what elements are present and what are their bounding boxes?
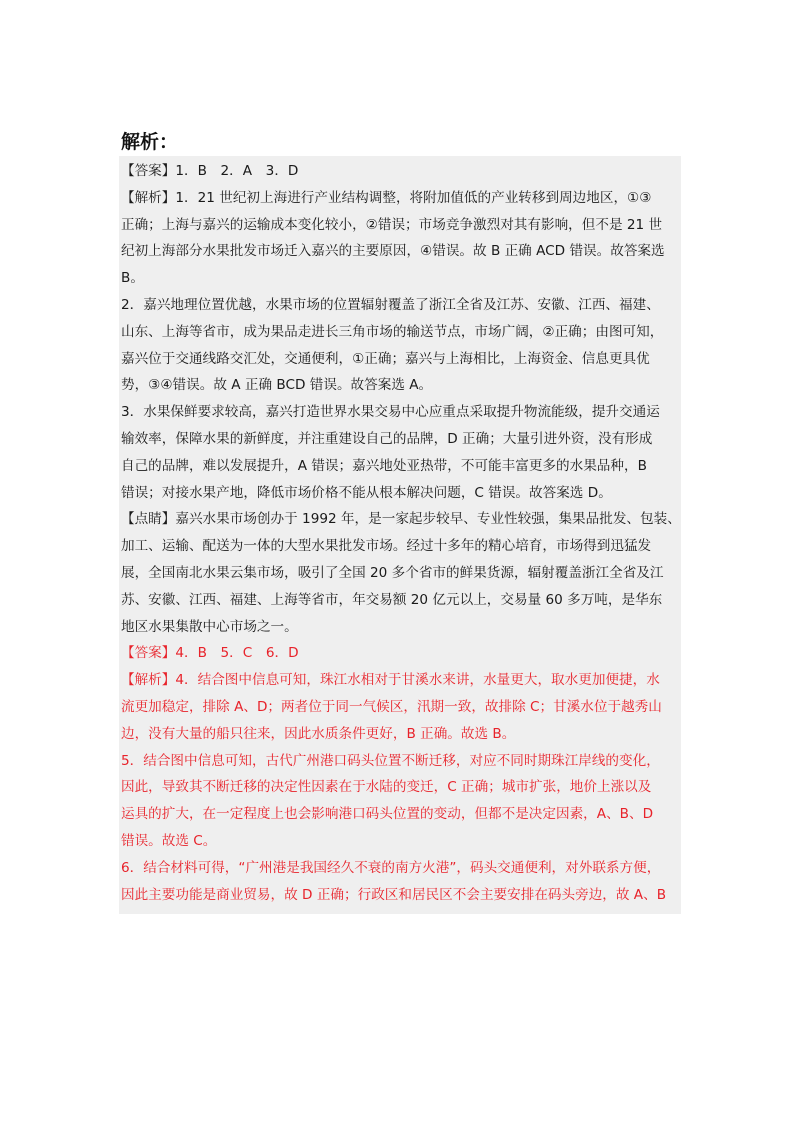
text-line: B。 bbox=[121, 270, 144, 287]
text-line: 6．结合材料可得，“广州港是我国经久不衰的南方火港”，码头交通便利，对外联系方便， bbox=[121, 859, 661, 876]
text-line: 【答案】4．B 5．C 6．D bbox=[121, 645, 299, 662]
section-heading: 解析： bbox=[121, 131, 179, 153]
text-line: 因此，导致其不断迁移的决定性因素在于水陆的变迁，C 正确；城市扩张，地价上涨以及 bbox=[121, 779, 652, 796]
text-line: 嘉兴位于交通线路交汇处，交通便利，①正确；嘉兴与上海相比，上海资金、信息更具优 bbox=[121, 350, 650, 367]
text-line: 纪初上海部分水果批发市场迁入嘉兴的主要原因，④错误。故 B 正确 ACD 错误。故答案选 bbox=[121, 243, 665, 260]
text-line: 错误。故选 C。 bbox=[121, 832, 217, 849]
text-line: 苏、安徽、江西、福建、上海等省市，年交易额 20 亿元以上，交易量 60 多万吨，是华东 bbox=[121, 591, 663, 608]
text-line: 自己的品牌，难以发展提升，A 错误；嘉兴地处亚热带，不可能丰富更多的水果品种，B bbox=[121, 457, 647, 474]
text-line: 【答案】1．B 2．A 3．D bbox=[121, 163, 299, 179]
text-line: 山东、上海等省市，成为果品走进长三角市场的输送节点，市场广阔，②正确；由图可知， bbox=[121, 323, 664, 340]
text-line: 【解析】4．结合图中信息可知，珠江水相对于甘溪水来讲，水量更大，取水更加便捷，水 bbox=[121, 672, 660, 689]
text-line: 【解析】1．21 世纪初上海进行产业结构调整，将附加值低的产业转移到周边地区，①③ bbox=[121, 189, 652, 206]
text-line: 输效率，保障水果的新鲜度，并注重建设自己的品牌，D 正确；大量引进外资，没有形成 bbox=[121, 430, 653, 447]
text-line: 展，全国南北水果云集市场，吸引了全国 20 多个省市的鲜果货源，辐射覆盖浙江全省及江 bbox=[121, 564, 664, 581]
text-line: 正确；上海与嘉兴的运输成本变化较小，②错误；市场竞争激烈对其有影响，但不是 21 世 bbox=[121, 216, 663, 233]
text-line: 3．水果保鲜要求较高，嘉兴打造世界水果交易中心应重点采取提升物流能级，提升交通运 bbox=[121, 404, 660, 421]
text-line: 边，没有大量的船只往来，因此水质条件更好，B 正确。故选 B。 bbox=[121, 725, 516, 742]
text-line: 【点睛】嘉兴水果市场创办于 1992 年，是一家起步较早、专业性较强，集果品批发、包装、 bbox=[121, 511, 681, 528]
answer-analysis-block bbox=[119, 156, 681, 914]
text-line: 流更加稳定，排除 A、D；两者位于同一气候区，汛期一致，故排除 C；甘溪水位于越秀山 bbox=[121, 698, 662, 715]
text-line: 运具的扩大，在一定程度上也会影响港口码头位置的变动，但都不是决定因素，A、B、D bbox=[121, 806, 654, 823]
text-line: 地区水果集散中心市场之一。 bbox=[121, 618, 298, 635]
text-line: 因此主要功能是商业贸易，故 D 正确；行政区和居民区不会主要安排在码头旁边，故 A、B bbox=[121, 886, 667, 903]
text-line: 错误；对接水果产地，降低市场价格不能从根本解决问题，C 错误。故答案选 D。 bbox=[121, 484, 612, 501]
text-line: 势，③④错误。故 A 正确 BCD 错误。故答案选 A。 bbox=[121, 377, 433, 394]
text-line: 加工、运输、配送为一体的大型水果批发市场。经过十多年的精心培育，市场得到迅猛发 bbox=[121, 538, 652, 555]
text-line: 2．嘉兴地理位置优越，水果市场的位置辐射覆盖了浙江全省及江苏、安徽、江西、福建、 bbox=[121, 296, 660, 313]
text-line: 5．结合图中信息可知，古代广州港口码头位置不断迁移，对应不同时期珠江岸线的变化， bbox=[121, 752, 660, 769]
